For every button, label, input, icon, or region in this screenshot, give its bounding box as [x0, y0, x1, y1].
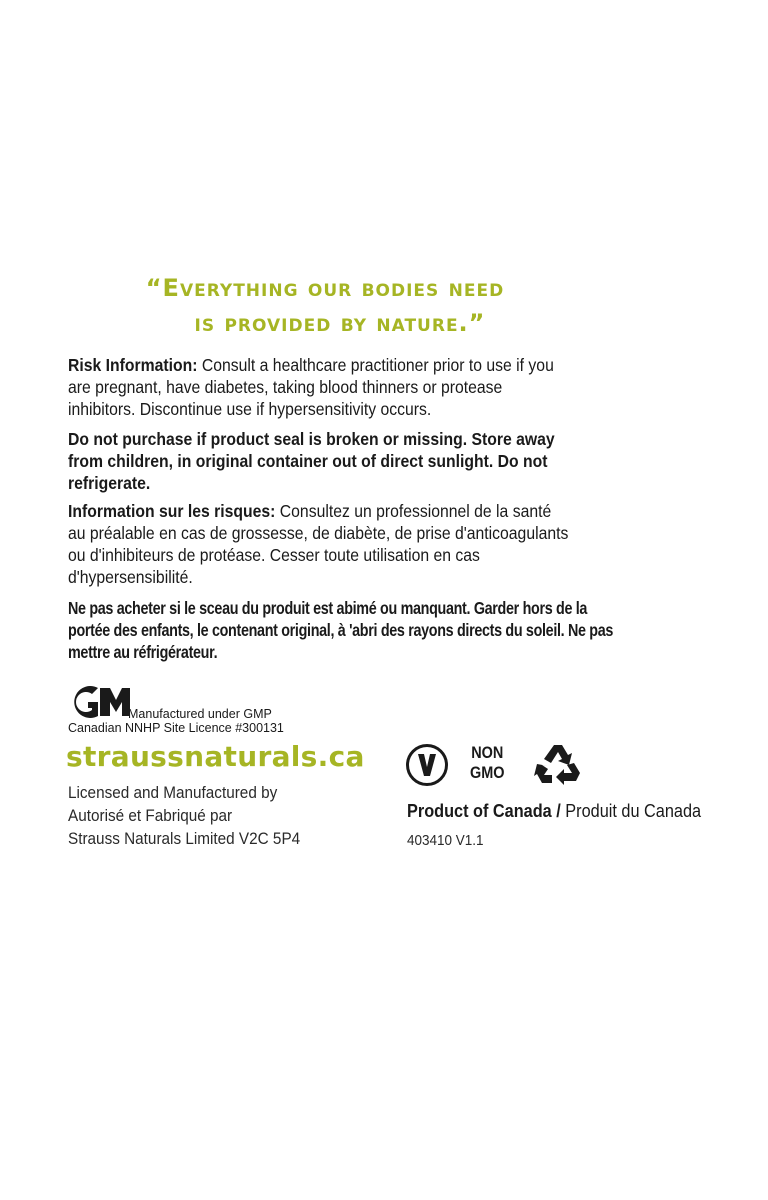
- license-line-3: Strauss Naturals Limited V2C 5P4: [68, 829, 301, 848]
- non-gmo-badge: [470, 743, 505, 783]
- storage-warning-en: Do not purchase if product seal is broken or missing. Store away from children, in original container out of direct sunlight. Do not refrigerate.: [68, 429, 555, 493]
- recycle-icon: [534, 741, 584, 789]
- non-gmo-line-1: NON: [471, 743, 504, 762]
- gmp-logo: [72, 682, 132, 722]
- risk-label-en: Risk Information:: [68, 355, 198, 375]
- gmp-line-2: Canadian NNHP Site Licence #300131: [68, 721, 284, 735]
- quote-line-2: is provided by nature.”: [194, 309, 486, 337]
- risk-information-fr: [68, 500, 572, 588]
- product-origin-fr: Produit du Canada: [560, 800, 702, 821]
- non-gmo-line-2: GMO: [470, 763, 505, 782]
- risk-label-fr: Information sur les risques:: [68, 501, 276, 521]
- product-code: 403410 V1.1: [407, 832, 484, 849]
- product-origin-en: Product of Canada /: [407, 800, 561, 821]
- quote-line-1: “Everything our bodies need: [145, 274, 505, 302]
- risk-information-en: [68, 354, 572, 420]
- brand-quote: [60, 271, 590, 341]
- license-line-1: Licensed and Manufactured by: [68, 783, 278, 802]
- website-link[interactable]: straussnaturals.ca: [66, 740, 365, 773]
- risk-text-fr: Consultez un professionnel de la santé au préalable en cas de grossesse, de diabète, de prise d'anticoagulants ou d'inhibiteurs de protéase. Cesser toute utilisation en cas d'hypersensibilité.: [68, 501, 569, 587]
- product-origin: [407, 800, 701, 822]
- vegan-v-icon: [405, 743, 449, 787]
- license-line-2: Autorisé et Fabriqué par: [68, 806, 233, 825]
- risk-text-en: Consult a healthcare practitioner prior to use if you are pregnant, have diabetes, taking blood thinners or protease inhibitors. Discontinue use if hypersensitivity occurs.: [68, 355, 554, 419]
- license-info: [68, 781, 300, 850]
- storage-warning-fr: Ne pas acheter si le sceau du produit est abimé ou manquant. Garder hors de la portée des enfants, le contenant original, à 'abri des rayons directs du soleil. Ne pas mettre au réfrigérateur.: [68, 598, 614, 662]
- gmp-line-1: Manufactured under GMP: [128, 707, 272, 721]
